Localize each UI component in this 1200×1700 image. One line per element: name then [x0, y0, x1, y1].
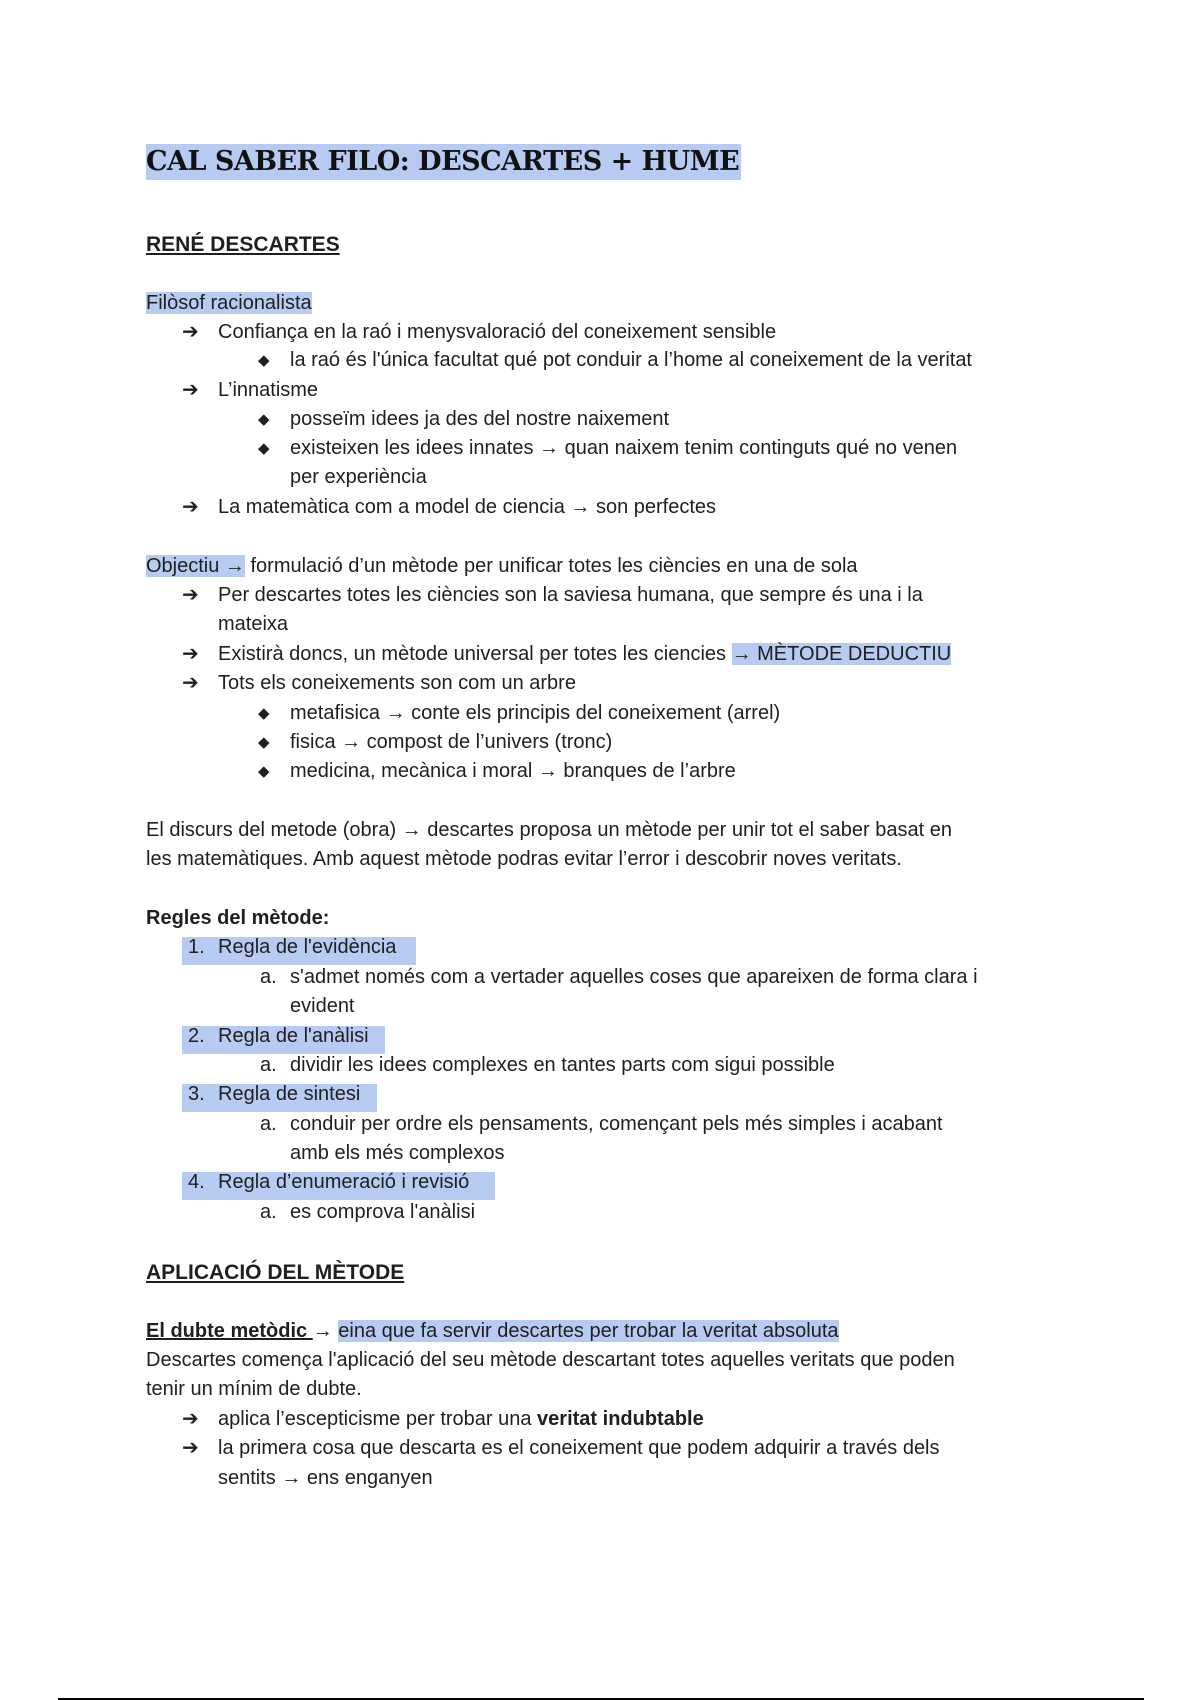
list-number: 2. — [188, 1025, 205, 1047]
bullet-text: Per descartes totes les ciències son la saviesa humana, que sempre és una i la — [218, 584, 923, 606]
objectiu-line: Objectiu → formulació d’un mètode per unificar totes les ciències en una de sola — [146, 555, 858, 577]
regla-desc: dividir les idees complexes en tantes parts com sigui possible — [290, 1054, 835, 1076]
sub-bullet-text: medicina, mecànica i moral → branques de l’arbre — [290, 760, 736, 782]
paragraph-line: El discurs del metode (obra) → descartes proposa un mètode per unir tot el saber basat en — [146, 819, 952, 841]
arrow-bullet-icon: ➔ — [182, 321, 199, 343]
sub-bullet-text-cont: per experiència — [290, 466, 427, 488]
regla-name: Regla de l'anàlisi — [218, 1025, 369, 1047]
list-number: 3. — [188, 1083, 205, 1105]
arrow-bullet-icon: ➔ — [182, 584, 199, 606]
diamond-bullet-icon: ◆ — [258, 411, 270, 428]
list-letter: a. — [260, 1113, 277, 1135]
list-number: 4. — [188, 1171, 205, 1193]
dubte-line: El dubte metòdic → eina que fa servir descartes per trobar la veritat absoluta — [146, 1320, 839, 1342]
regla-desc: s'admet només com a vertader aquelles coses que apareixen de forma clara i — [290, 966, 978, 988]
regles-heading: Regles del mètode: — [146, 907, 330, 929]
regla-desc: conduir per ordre els pensaments, començant pels més simples i acabant — [290, 1113, 943, 1135]
bullet-text: aplica l’escepticisme per trobar una veritat indubtable — [218, 1408, 704, 1430]
sub-bullet-text: existeixen les idees innates → quan naixem tenim continguts qué no venen — [290, 437, 958, 459]
bullet-text: La matemàtica com a model de ciencia → son perfectes — [218, 496, 717, 518]
paragraph-line: tenir un mínim de dubte. — [146, 1378, 362, 1400]
arrow-bullet-icon: ➔ — [182, 496, 199, 518]
highlight-dubte-def: eina que fa servir descartes per trobar la veritat absoluta — [338, 1320, 839, 1342]
diamond-bullet-icon: ◆ — [258, 734, 270, 751]
arrow-bullet-icon: ➔ — [182, 643, 199, 665]
diamond-bullet-icon: ◆ — [258, 352, 270, 369]
regla-desc-cont: evident — [290, 995, 355, 1017]
sub-bullet-text: posseïm idees ja des del nostre naixement — [290, 408, 670, 430]
sub-bullet-text: fisica → compost de l’univers (tronc) — [290, 731, 613, 753]
bullet-text: Confiança en la raó i menysvaloració del coneixement sensible — [218, 321, 777, 343]
bullet-text: Tots els coneixements son com un arbre — [218, 672, 576, 694]
section-heading-descartes: RENÉ DESCARTES — [146, 233, 340, 256]
paragraph-line: Descartes comença l'aplicació del seu mètode descartant totes aquelles veritats que poden — [146, 1349, 955, 1371]
bullet-text: Existirà doncs, un mètode universal per totes les ciencies → MÈTODE DEDUCTIU — [218, 643, 952, 665]
label-filosof: Filòsof racionalista — [146, 292, 312, 314]
bullet-text: la primera cosa que descarta es el coneixement que podem adquirir a través dels — [218, 1437, 940, 1459]
regla-name: Regla d’enumeració i revisió — [218, 1171, 470, 1193]
regla-name: Regla de l'evidència — [218, 936, 397, 958]
arrow-bullet-icon: ➔ — [182, 1408, 199, 1430]
diamond-bullet-icon: ◆ — [258, 705, 270, 722]
regla-desc: es comprova l'anàlisi — [290, 1201, 476, 1223]
bullet-text-cont: sentits → ens enganyen — [218, 1467, 433, 1489]
list-number: 1. — [188, 936, 205, 958]
arrow-bullet-icon: ➔ — [182, 1437, 199, 1459]
regla-desc-cont: amb els més complexos — [290, 1142, 505, 1164]
sub-bullet-text: la raó és l'única facultat qué pot conduir a l’home al coneixement de la veritat — [290, 349, 972, 371]
highlight-metode-deductiu: → MÈTODE DEDUCTIU — [731, 643, 952, 665]
dubte-label: El dubte metòdic — [146, 1320, 313, 1342]
bullet-text-cont: mateixa — [218, 613, 289, 635]
sub-bullet-text: metafisica → conte els principis del coneixement (arrel) — [290, 702, 781, 724]
diamond-bullet-icon: ◆ — [258, 440, 270, 457]
regla-name: Regla de sintesi — [218, 1083, 361, 1105]
list-letter: a. — [260, 966, 277, 988]
page-title: CAL SABER FILO: DESCARTES + HUME — [146, 144, 741, 180]
paragraph-line: les matemàtiques. Amb aquest mètode podras evitar l’error i descobrir noves veritats. — [146, 848, 902, 870]
diamond-bullet-icon: ◆ — [258, 763, 270, 780]
list-letter: a. — [260, 1201, 277, 1223]
label-objectiu: Objectiu → — [146, 555, 245, 577]
section-heading-aplicacio: APLICACIÓ DEL MÈTODE — [146, 1261, 405, 1284]
list-letter: a. — [260, 1054, 277, 1076]
arrow-bullet-icon: ➔ — [182, 672, 199, 694]
arrow-bullet-icon: ➔ — [182, 379, 199, 401]
bullet-text: L’innatisme — [218, 379, 319, 401]
